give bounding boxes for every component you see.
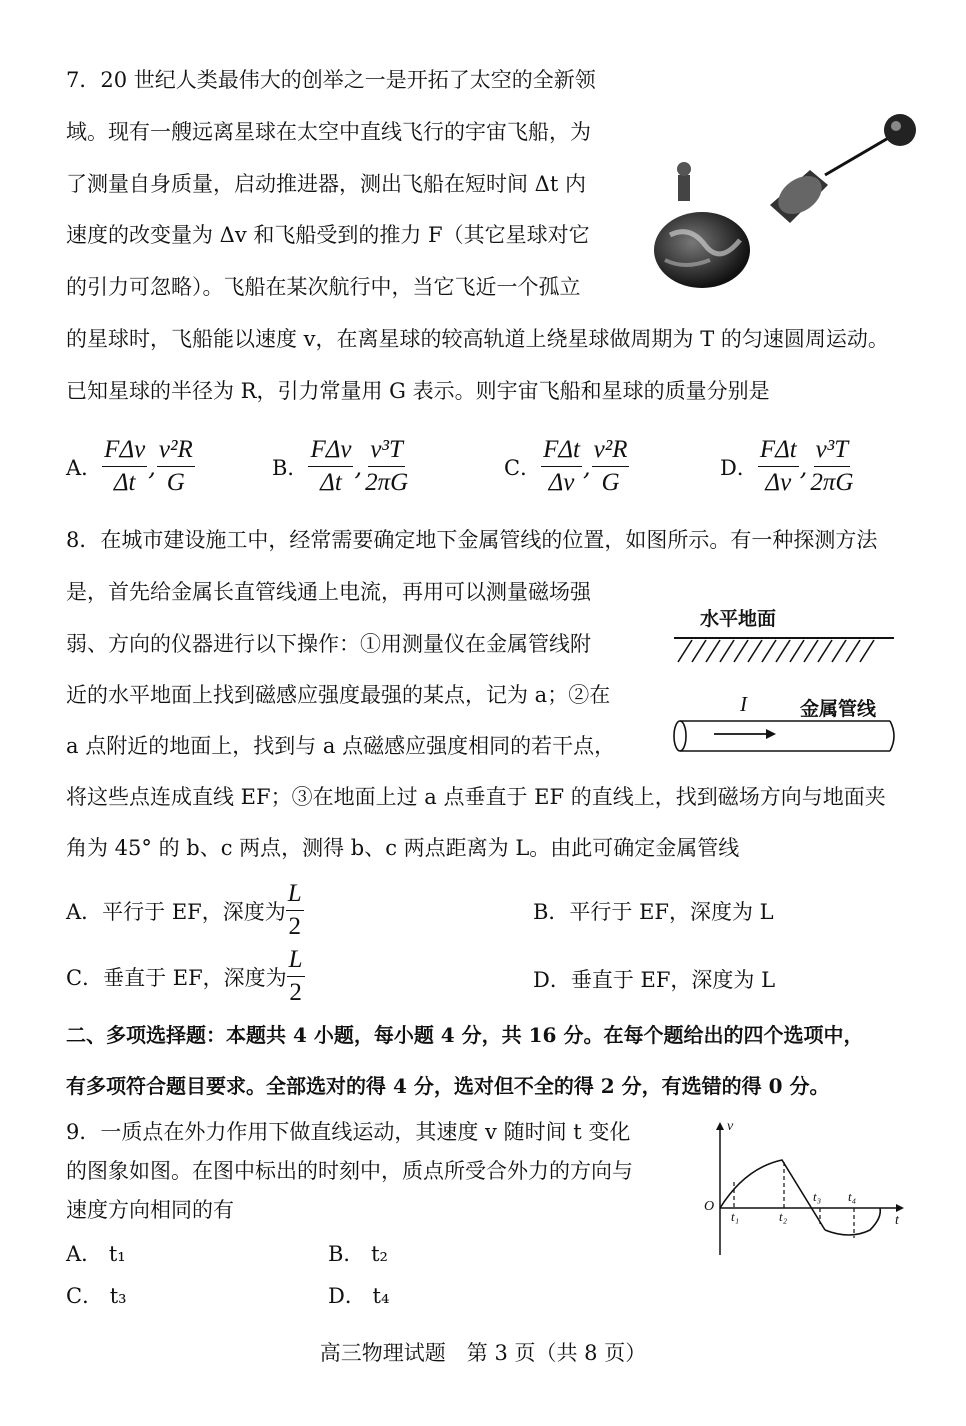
q7-line-6: 的星球时，飞船能以速度 v，在离星球的较高轨道上绕星球做周期为 T 的匀速圆周运动。: [66, 327, 889, 351]
t3-label: t₃: [813, 1189, 822, 1204]
q7-line-2: 域。现有一艘远离星球在太空中直线飞行的宇宙飞船，为: [66, 120, 591, 144]
q8-line-6: 将这些点连成直线 EF；③在地面上过 a 点垂直于 EF 的直线上，找到磁场方向与地面夹: [66, 785, 886, 809]
option-label: C．: [504, 455, 542, 480]
q9-line-2: 的图象如图。在图中标出的时刻中，质点所受合外力的方向与: [66, 1159, 633, 1183]
q8-option-a[interactable]: [66, 880, 304, 942]
pipe-label: 金属管线: [800, 698, 877, 720]
q7-option-b[interactable]: B． $\frac{\text{FΔv}}{\Delta t}$ , $\frac{\text{v³T}}{2\pi G}$: [272, 436, 409, 496]
q7-line-4: 速度的改变量为 Δv 和飞船受到的推力 F（其它星球对它: [66, 223, 590, 247]
option-label: A．: [66, 455, 103, 480]
option-text: C．垂直于 EF，深度为: [66, 965, 287, 990]
q9-option-a[interactable]: A． t₁: [66, 1242, 126, 1266]
option-label: D．: [720, 455, 758, 480]
fraction: $\frac{L}{2}$: [287, 880, 302, 940]
q9-line-1: 9．一质点在外力作用下做直线运动，其速度 v 随时间 t 变化: [66, 1120, 631, 1144]
option-label: B．: [272, 455, 309, 480]
q9-option-d[interactable]: D． t₄: [328, 1284, 390, 1308]
t4-label: t₄: [848, 1189, 857, 1204]
q9-option-b[interactable]: B． t₂: [328, 1242, 388, 1266]
q7-line-5: 的引力可忽略）。飞船在某次航行中，当它飞近一个孤立: [66, 275, 581, 299]
fraction-2: $\frac{\text{v³T}}{2\pi G}$: [810, 436, 854, 496]
ground-label: 水平地面: [700, 608, 777, 630]
page-footer: 高三物理试题 第 3 页（共 8 页）: [319, 1341, 647, 1365]
option-text: A．平行于 EF，深度为: [66, 899, 286, 924]
current-label: I: [740, 692, 747, 716]
q8-option-d[interactable]: D．垂直于 EF，深度为 L: [533, 968, 776, 992]
q9-option-c[interactable]: C． t₃: [66, 1284, 127, 1308]
graph-curves: [700, 1120, 910, 1270]
origin-label: O: [704, 1199, 715, 1214]
spaceship-illustration: [650, 105, 920, 290]
fraction-2: $\frac{\text{v³T}}{2\pi G}$: [365, 436, 409, 496]
fraction-1: $\frac{\text{FΔt}}{\Delta v}$: [543, 436, 580, 496]
metal-pipe: [670, 718, 898, 754]
q8-line-3: 弱、方向的仪器进行以下操作：①用测量仪在金属管线附: [66, 632, 591, 656]
q8-option-c[interactable]: [66, 946, 305, 1008]
fraction-2: $\frac{\text{v²R}}{G}$: [158, 436, 193, 496]
ground-hatch: [670, 632, 898, 664]
q7-option-c[interactable]: C． $\frac{\text{FΔt}}{\Delta v}$ , $\frac{\text{v²R}}{G}$: [504, 436, 628, 496]
fraction-2: $\frac{\text{v²R}}{G}$: [593, 436, 628, 496]
q8-line-5: a 点附近的地面上，找到与 a 点磁感应强度相同的若干点，: [66, 734, 616, 758]
q7-line-1: 7．20 世纪人类最伟大的创举之一是开拓了太空的全新领: [66, 68, 596, 92]
q8-line-7: 角为 45° 的 b、c 两点，测得 b、c 两点距离为 L。由此可确定金属管线: [66, 836, 740, 860]
q8-option-b[interactable]: B．平行于 EF，深度为 L: [533, 900, 774, 924]
q7-line-7: 已知星球的半径为 R，引力常量用 G 表示。则宇宙飞船和星球的质量分别是: [66, 379, 770, 403]
q8-line-4: 近的水平地面上找到磁感应强度最强的某点，记为 a；②在: [66, 683, 611, 707]
q8-line-2: 是，首先给金属长直管线通上电流，再用可以测量磁场强: [66, 580, 591, 604]
fraction-1: $\frac{\text{FΔv}}{\Delta t}$: [104, 436, 146, 496]
fraction-1: $\frac{\text{FΔv}}{\Delta t}$: [310, 436, 352, 496]
fraction-1: $\frac{\text{FΔt}}{\Delta v}$: [759, 436, 797, 496]
t2-label: t₂: [779, 1209, 788, 1224]
t1-label: t₁: [731, 1209, 740, 1224]
section-heading-line-1: 二、多项选择题：本题共 4 小题，每小题 4 分，共 16 分。在每个题给出的四个选项中，: [66, 1023, 864, 1047]
q7-option-a[interactable]: A． $\frac{\text{FΔv}}{\Delta t}$ , $\frac{\text{v²R}}{G}$: [66, 436, 193, 496]
t-axis-label: t: [895, 1213, 899, 1228]
q8-line-1: 8．在城市建设施工中，经常需要确定地下金属管线的位置，如图所示。有一种探测方法: [66, 528, 878, 552]
fraction: $\frac{L}{2}$: [288, 946, 303, 1006]
v-axis-label: v: [727, 1119, 734, 1134]
q7-line-3: 了测量自身质量，启动推进器，测出飞船在短时间 Δt 内: [66, 172, 586, 196]
q7-option-d[interactable]: D． $\frac{\text{FΔt}}{\Delta v}$ , $\frac{\text{v³T}}{2\pi G}$: [720, 436, 854, 496]
q9-line-3: 速度方向相同的有: [66, 1198, 234, 1222]
section-heading-line-2: 有多项符合题目要求。全部选对的得 4 分，选对但不全的得 2 分，有选错的得 0 分。: [66, 1074, 830, 1098]
